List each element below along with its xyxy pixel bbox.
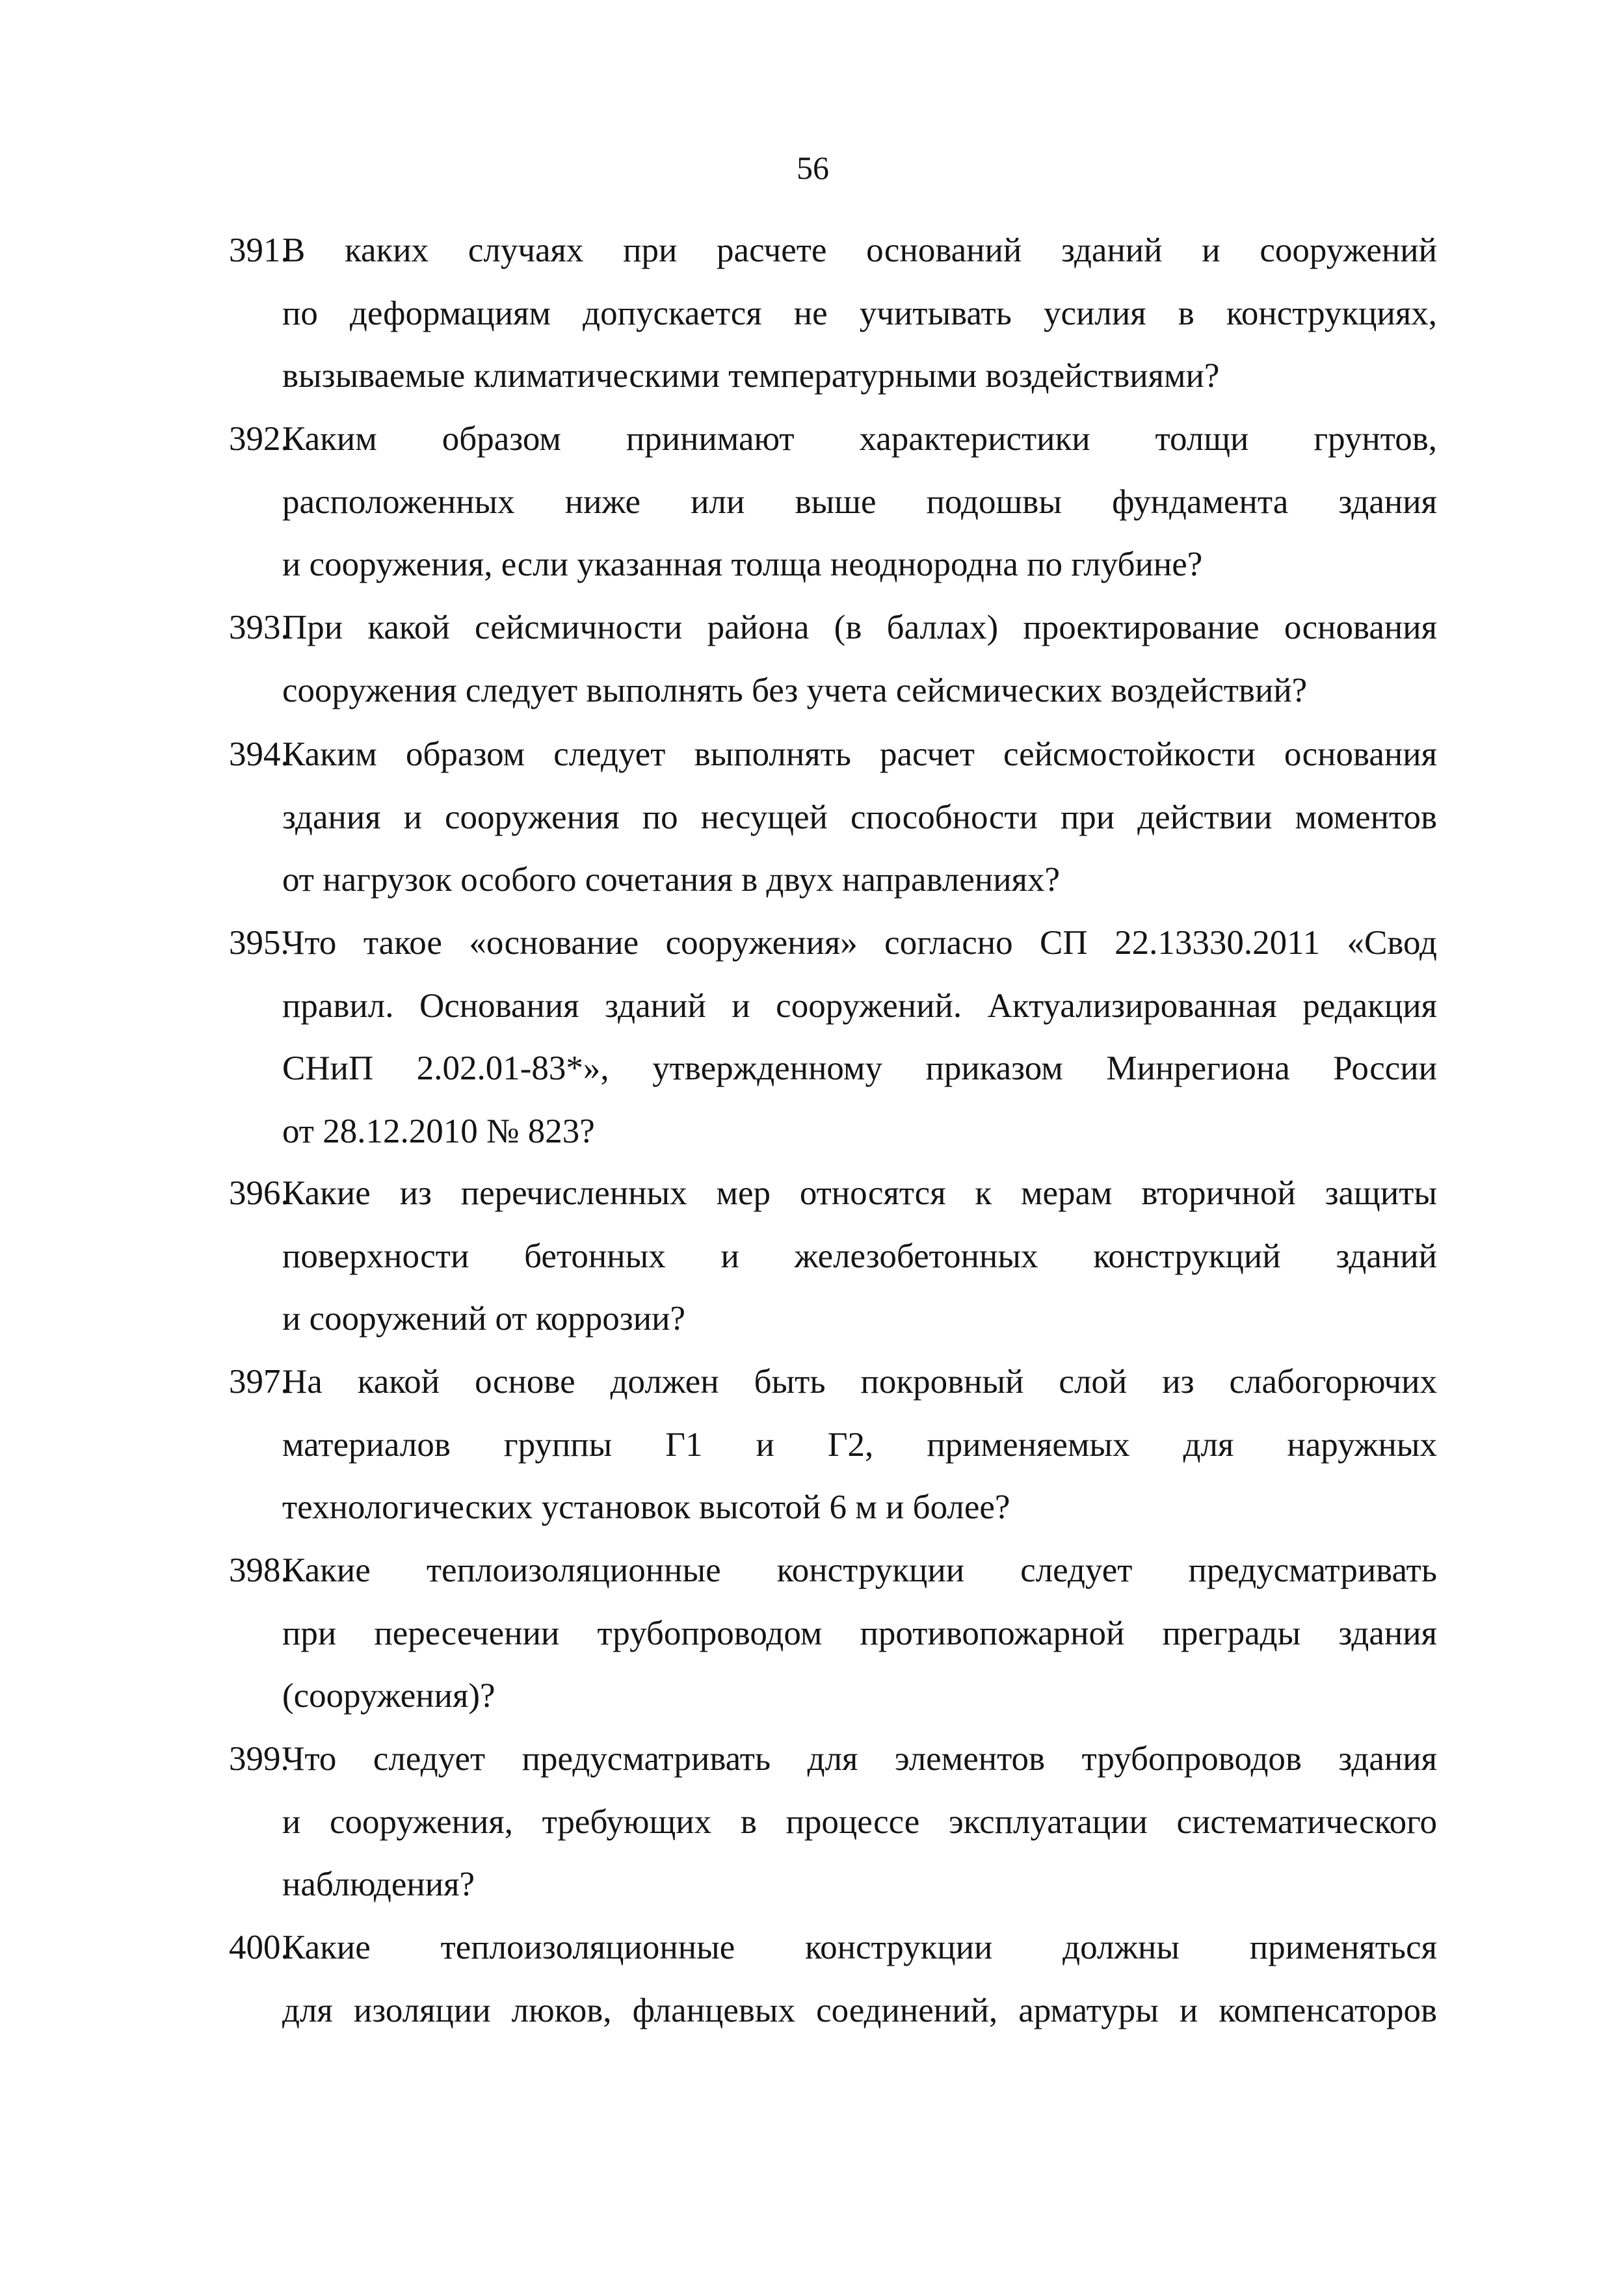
question-text-line: Какие теплоизоляционные конструкции следует предусматривать: [282, 1551, 1437, 1589]
question-text-line: от 28.12.2010 № 823?: [282, 1112, 595, 1150]
question-text-line: технологических установок высотой 6 м и более?: [282, 1488, 1010, 1526]
question-number: 398.: [229, 1551, 289, 1589]
question-text-line: вызываемые климатическими температурными воздействиями?: [282, 357, 1220, 395]
question-text-line: При какой сейсмичности района (в баллах) проектирование основания: [282, 609, 1437, 646]
question-text-line: СНиП 2.02.01-83*», утвержденному приказом Минрегиона России: [282, 1049, 1437, 1087]
question-text-line: Каким образом принимают характеристики толщи грунтов,: [282, 420, 1437, 458]
page-number: 56: [797, 150, 829, 186]
question-text-line: (сооружения)?: [282, 1677, 495, 1715]
question-text-line: и сооружения, если указанная толща неоднородна по глубине?: [282, 546, 1203, 583]
question-text-line: Каким образом следует выполнять расчет сейсмостойкости основания: [282, 735, 1437, 773]
question-text-line: Какие из перечисленных мер относятся к мерам вторичной защиты: [282, 1174, 1437, 1212]
question-text-line: по деформациям допускается не учитывать усилия в конструкциях,: [282, 294, 1437, 332]
question-number: 397.: [229, 1363, 289, 1401]
question-text-line: наблюдения?: [282, 1866, 475, 1903]
question-text-line: от нагрузок особого сочетания в двух направлениях?: [282, 861, 1060, 899]
question-number: 392.: [229, 420, 289, 458]
question-text-line: поверхности бетонных и железобетонных конструкций зданий: [282, 1237, 1437, 1275]
question-text-line: материалов группы Г1 и Г2, применяемых для наружных: [282, 1425, 1437, 1464]
question-text-line: здания и сооружения по несущей способности при действии моментов: [282, 798, 1437, 836]
question-number: 396.: [229, 1174, 289, 1212]
question-text-line: Какие теплоизоляционные конструкции должны применяться: [282, 1929, 1437, 1966]
question-number: 394.: [229, 735, 289, 773]
question-number: 393.: [229, 609, 289, 646]
question-number: 400.: [229, 1929, 289, 1966]
question-text-line: Что такое «основание сооружения» согласно СП 22.13330.2011 «Свод: [282, 924, 1437, 962]
question-number: 391.: [229, 231, 289, 269]
question-text-line: и сооружений от коррозии?: [282, 1300, 685, 1338]
question-number: 399.: [229, 1740, 289, 1778]
question-number: 395.: [229, 924, 289, 962]
question-text-line: для изоляции люков, фланцевых соединений, арматуры и компенсаторов: [282, 1991, 1437, 2029]
question-text-line: при пересечении трубопроводом противопожарной преграды здания: [282, 1614, 1437, 1652]
question-text-line: расположенных ниже или выше подошвы фундамента здания: [282, 482, 1437, 521]
question-text-line: правил. Основания зданий и сооружений. Актуализированная редакция: [282, 986, 1437, 1025]
question-text-line: Что следует предусматривать для элементов трубопроводов здания: [282, 1740, 1437, 1778]
question-text-line: и сооружения, требующих в процессе эксплуатации систематического: [282, 1802, 1437, 1841]
question-text-line: В каких случаях при расчете оснований зданий и сооружений: [282, 231, 1437, 269]
question-text-line: На какой основе должен быть покровный слой из слабогорючих: [282, 1363, 1437, 1401]
question-text-line: сооружения следует выполнять без учета сейсмических воздействий?: [282, 671, 1308, 709]
